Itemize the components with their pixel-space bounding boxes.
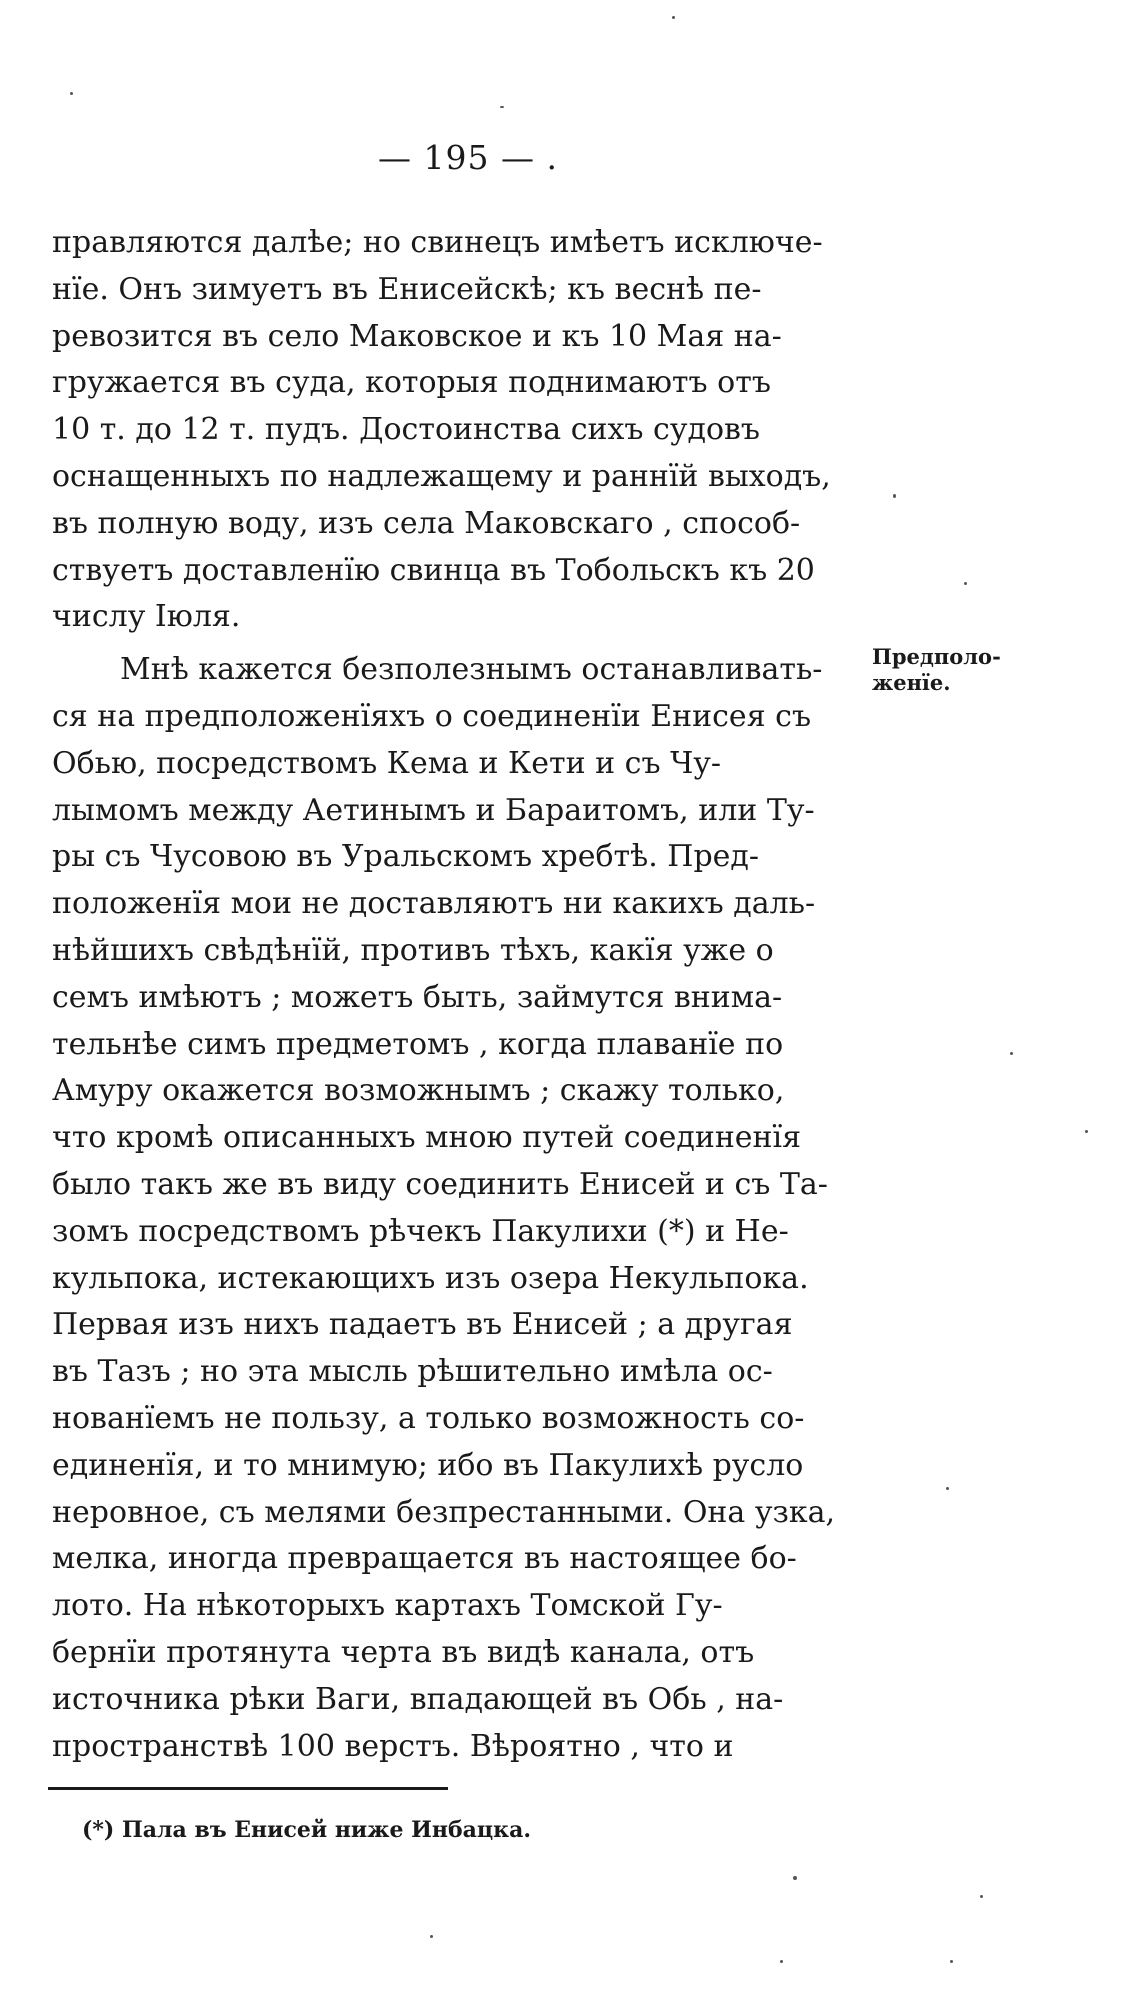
scan-speck: [1085, 1130, 1088, 1133]
text-line: правляются далѣе; но свинецъ имѣетъ исключе-: [52, 225, 823, 260]
text-line: ствуетъ доставленїю свинца въ Тобольскъ къ 20: [52, 552, 815, 588]
scan-speck: [964, 582, 967, 585]
text-line: оснащенныхъ по надлежащему и раннїй выходъ,: [52, 458, 831, 494]
page-number: — 195 — .: [378, 138, 558, 177]
scan-speck: [430, 1935, 433, 1938]
text-line: пространствѣ 100 верстъ. Вѣроятно , что и: [52, 1728, 734, 1764]
footnote-divider: [48, 1787, 448, 1790]
marginal-note-line: женїе.: [872, 670, 951, 695]
text-line: Амуру окажется возможнымъ ; скажу только,: [52, 1073, 785, 1109]
text-line: Первая изъ нихъ падаетъ въ Енисей ; а другая: [52, 1307, 793, 1343]
text-line: въ полную воду, изъ села Маковскаго , способ-: [52, 505, 801, 541]
text-line: неровное, съ мелями безпрестанными. Она узка,: [52, 1494, 836, 1530]
text-line: 10 т. до 12 т. пудъ. Достоинства сихъ судовъ: [52, 412, 761, 448]
text-line: бернїи протянута черта въ видѣ канала, отъ: [52, 1634, 755, 1670]
text-line: тельнѣе симъ предметомъ , когда плаванїе по: [52, 1026, 784, 1062]
text-line: ревозится въ село Маковское и къ 10 Мая на-: [52, 318, 782, 354]
marginal-note-line: Предполо-: [872, 644, 1001, 669]
text-line: было такъ же въ виду соединить Енисей и съ Та-: [52, 1166, 828, 1202]
paragraph-2: [52, 647, 857, 1770]
scan-speck: [500, 106, 504, 108]
text-line: ры съ Чусовою въ Уральскомъ хребтѣ. Пред-: [52, 839, 760, 875]
scan-speck: [672, 16, 675, 19]
text-line: Обью, посредствомъ Кема и Кети и съ Чу-: [52, 745, 722, 781]
scan-speck: [793, 1876, 797, 1880]
text-line: лымомъ между Аетинымъ и Бараитомъ, или Ту-: [52, 792, 815, 828]
scan-speck: [980, 1895, 983, 1898]
text-line: лото. На нѣкоторыхъ картахъ Томской Гу-: [52, 1588, 723, 1624]
text-line: нѣйшихъ свѣдѣнїй, противъ тѣхъ, какїя уже о: [52, 932, 774, 968]
text-line: кульпока, истекающихъ изъ озера Некульпока.: [52, 1260, 809, 1296]
text-line: Мнѣ кажется безполезнымъ останавливать-: [120, 652, 823, 688]
scan-speck: [893, 494, 896, 498]
text-line: числу Іюля.: [52, 599, 241, 635]
main-text: [52, 220, 857, 1770]
paragraph-1: [52, 220, 857, 641]
scan-speck: [70, 92, 73, 95]
text-line: гружается въ суда, которыя поднимаютъ отъ: [52, 365, 771, 401]
text-line: въ Тазъ ; но эта мысль рѣшительно имѣла ос-: [52, 1354, 773, 1390]
marginal-note: [872, 644, 1001, 696]
text-line: семъ имѣютъ ; можетъ быть, займутся внима-: [52, 979, 783, 1015]
scan-speck: [780, 1960, 783, 1963]
text-line: единенїя, и то мнимую; ибо въ Пакулихѣ русло: [52, 1447, 804, 1483]
text-line: источника рѣки Ваги, впадающей въ Обь , на-: [52, 1681, 784, 1717]
scan-speck: [946, 1487, 949, 1490]
text-line: что кромѣ описанныхъ мною путей соединенїя: [52, 1120, 802, 1156]
text-line: мелка, иногда превращается въ настоящее бо-: [52, 1541, 797, 1577]
scan-speck: [950, 1960, 953, 1963]
text-line: зомъ посредствомъ рѣчекъ Пакулихи (*) и Не-: [52, 1213, 789, 1249]
text-line: нованїемъ не пользу, а только возможность со-: [52, 1400, 805, 1436]
text-line: ся на предположенїяхъ о соединенїи Енисея съ: [52, 698, 812, 734]
scan-speck: [1010, 1052, 1013, 1055]
text-line: положенїя мои не доставляютъ ни какихъ даль-: [52, 886, 816, 922]
text-line: нїе. Онъ зимуетъ въ Енисейскѣ; къ веснѣ пе-: [52, 271, 762, 307]
footnote: (*) Пала въ Енисей ниже Инбацка.: [82, 1817, 531, 1843]
